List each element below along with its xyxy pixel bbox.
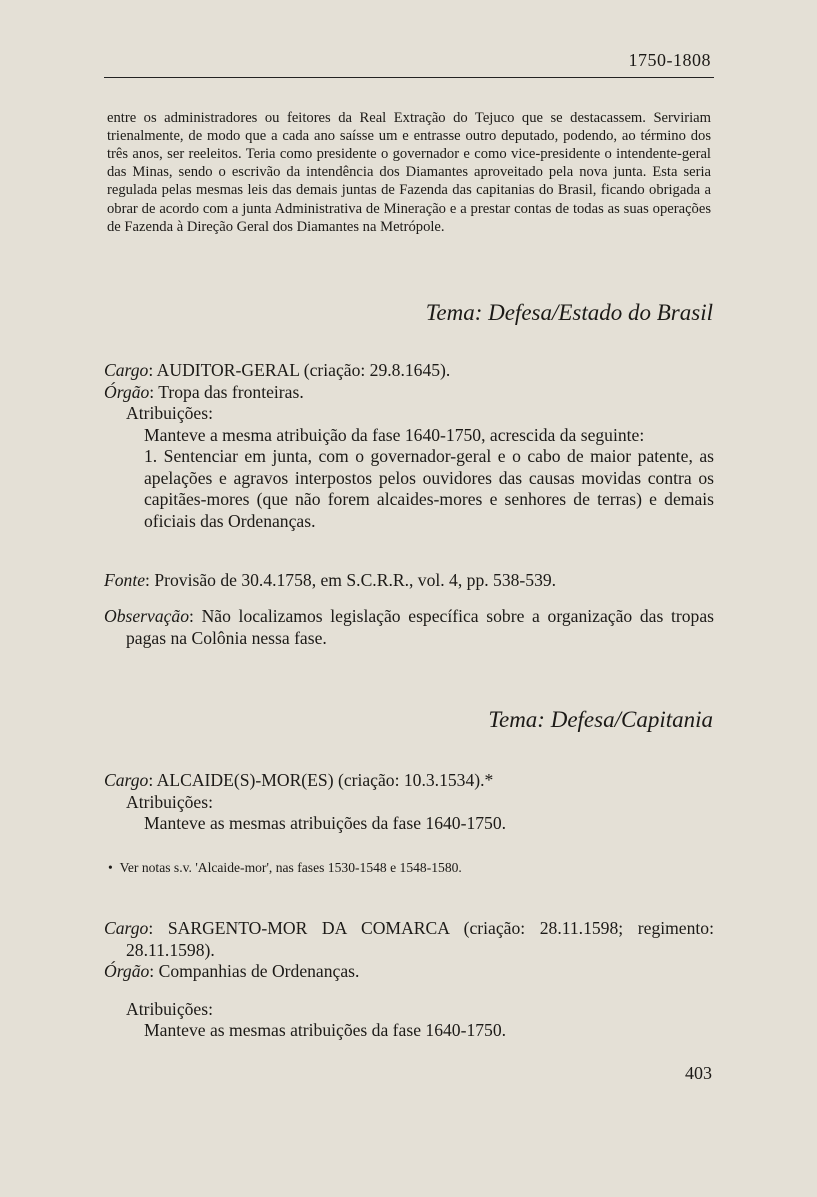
cargo-label: Cargo <box>104 360 149 380</box>
orgao-value: Companhias de Ordenanças. <box>158 961 360 981</box>
cargo-value: AUDITOR-GERAL (criação: 29.8.1645). <box>156 360 451 380</box>
atribuicao-item-1: 1. Sentenciar em junta, com o governador-geral e o cabo de maior patente, as apelações e agravos interpostos pelos ouvidores das causas movidas contra os capitães-mores (que não forem alcaides-mores e senhores de terras) e demais oficiais das Ordenanças. <box>144 446 714 531</box>
fonte-value: Provisão de 30.4.1758, em S.C.R.R., vol. 4, pp. 538-539. <box>154 570 557 590</box>
footnote-marker: • <box>108 860 113 875</box>
page-number: 403 <box>685 1063 712 1083</box>
atribuicoes-label: Atribuições: <box>126 998 213 1019</box>
atribuicoes-text: Manteve as mesmas atribuições da fase 1640-1750. <box>144 1020 507 1040</box>
observacao-value: Não localizamos legislação específica sobre a organização das tropas pagas na Colônia nessa fase. <box>126 606 714 648</box>
entry-alcaide-mor: Cargo: ALCAIDE(S)-MOR(ES) (criação: 10.3.1534).* Atribuições: Manteve as mesmas atribuições da fase 1640-1750. <box>104 770 714 835</box>
atribuicoes-text: Manteve a mesma atribuição da fase 1640-1750, acrescida da seguinte: <box>144 424 645 445</box>
cargo-label: Cargo <box>104 770 149 790</box>
footnote-text: Ver notas s.v. 'Alcaide-mor', nas fases 1530-1548 e 1548-1580. <box>119 860 462 875</box>
observacao-block: Observação: Não localizamos legislação específica sobre a organização das tropas pagas na Colônia nessa fase. <box>104 606 714 648</box>
tema-heading-estado-do-brasil: Tema: Defesa/Estado do Brasil <box>425 300 713 325</box>
cargo-label: Cargo <box>104 918 149 938</box>
observacao-label: Observação <box>104 606 190 626</box>
orgao-value: Tropa das fronteiras. <box>158 381 304 402</box>
atribuicoes-text: Manteve as mesmas atribuições da fase 1640-1750. <box>144 813 507 833</box>
entry-sargento-mor: Cargo: SARGENTO-MOR DA COMARCA (criação: 28.11.1598; regimento: 28.11.1598). Órgão: Companhias de Ordenanças. Atribuições: Manteve as mesmas atribuições da fase 1640-1750. <box>104 918 714 1040</box>
entry-auditor-geral: Cargo: AUDITOR-GERAL (criação: 29.8.1645). Órgão: Tropa das fronteiras. Atribuições: Manteve a mesma atribuição da fase 1640-1750, acrescida da seguinte: 1. Sentenciar em junta, com o governador-geral e o cabo de maior patente, as apelações e agravos interpostos pelos ouvidores das causas movidas contra os capitães-mores (que não forem alcaides-mores e senhores de terras) e demais oficiais das Ordenanças. <box>104 360 714 531</box>
orgao-label: Órgão <box>104 961 150 981</box>
atribuicoes-label: Atribuições: <box>126 791 213 812</box>
orgao-label: Órgão <box>104 381 150 402</box>
cargo-value: ALCAIDE(S)-MOR(ES) (criação: 10.3.1534).* <box>156 770 494 790</box>
atribuicoes-label: Atribuições: <box>126 403 213 423</box>
footnote <box>108 860 462 876</box>
cargo-value: SARGENTO-MOR DA COMARCA (criação: 28.11.1598; regimento: 28.11.1598). <box>126 918 714 960</box>
header-rule <box>104 77 714 78</box>
fonte-label: Fonte <box>104 570 146 590</box>
fonte-block: Fonte: Provisão de 30.4.1758, em S.C.R.R., vol. 4, pp. 538-539. <box>104 570 557 590</box>
header-year-range: 1750-1808 <box>628 50 711 70</box>
intro-paragraph: entre os administradores ou feitores da Real Extração do Tejuco que se destacassem. Serviriam trienalmente, de modo que a cada ano saísse um e entrasse outro deputado, podendo, ao término dos três anos, ser reeleitos. Teria como presidente o governador e como vice-presidente o intendente-geral das Minas, sendo o escrivão da intendência dos Diamantes aproveitado pela nova junta. Esta seria regulada pelas mesmas leis das demais juntas de Fazenda das capitanias do Brasil, ficando obrigada a obrar de acordo com a junta Administrativa de Mineração e a prestar contas de todas as suas operações de Fazenda à Direção Geral dos Diamantes na Metrópole. <box>107 109 711 235</box>
tema-heading-capitania: Tema: Defesa/Capitania <box>488 707 713 732</box>
